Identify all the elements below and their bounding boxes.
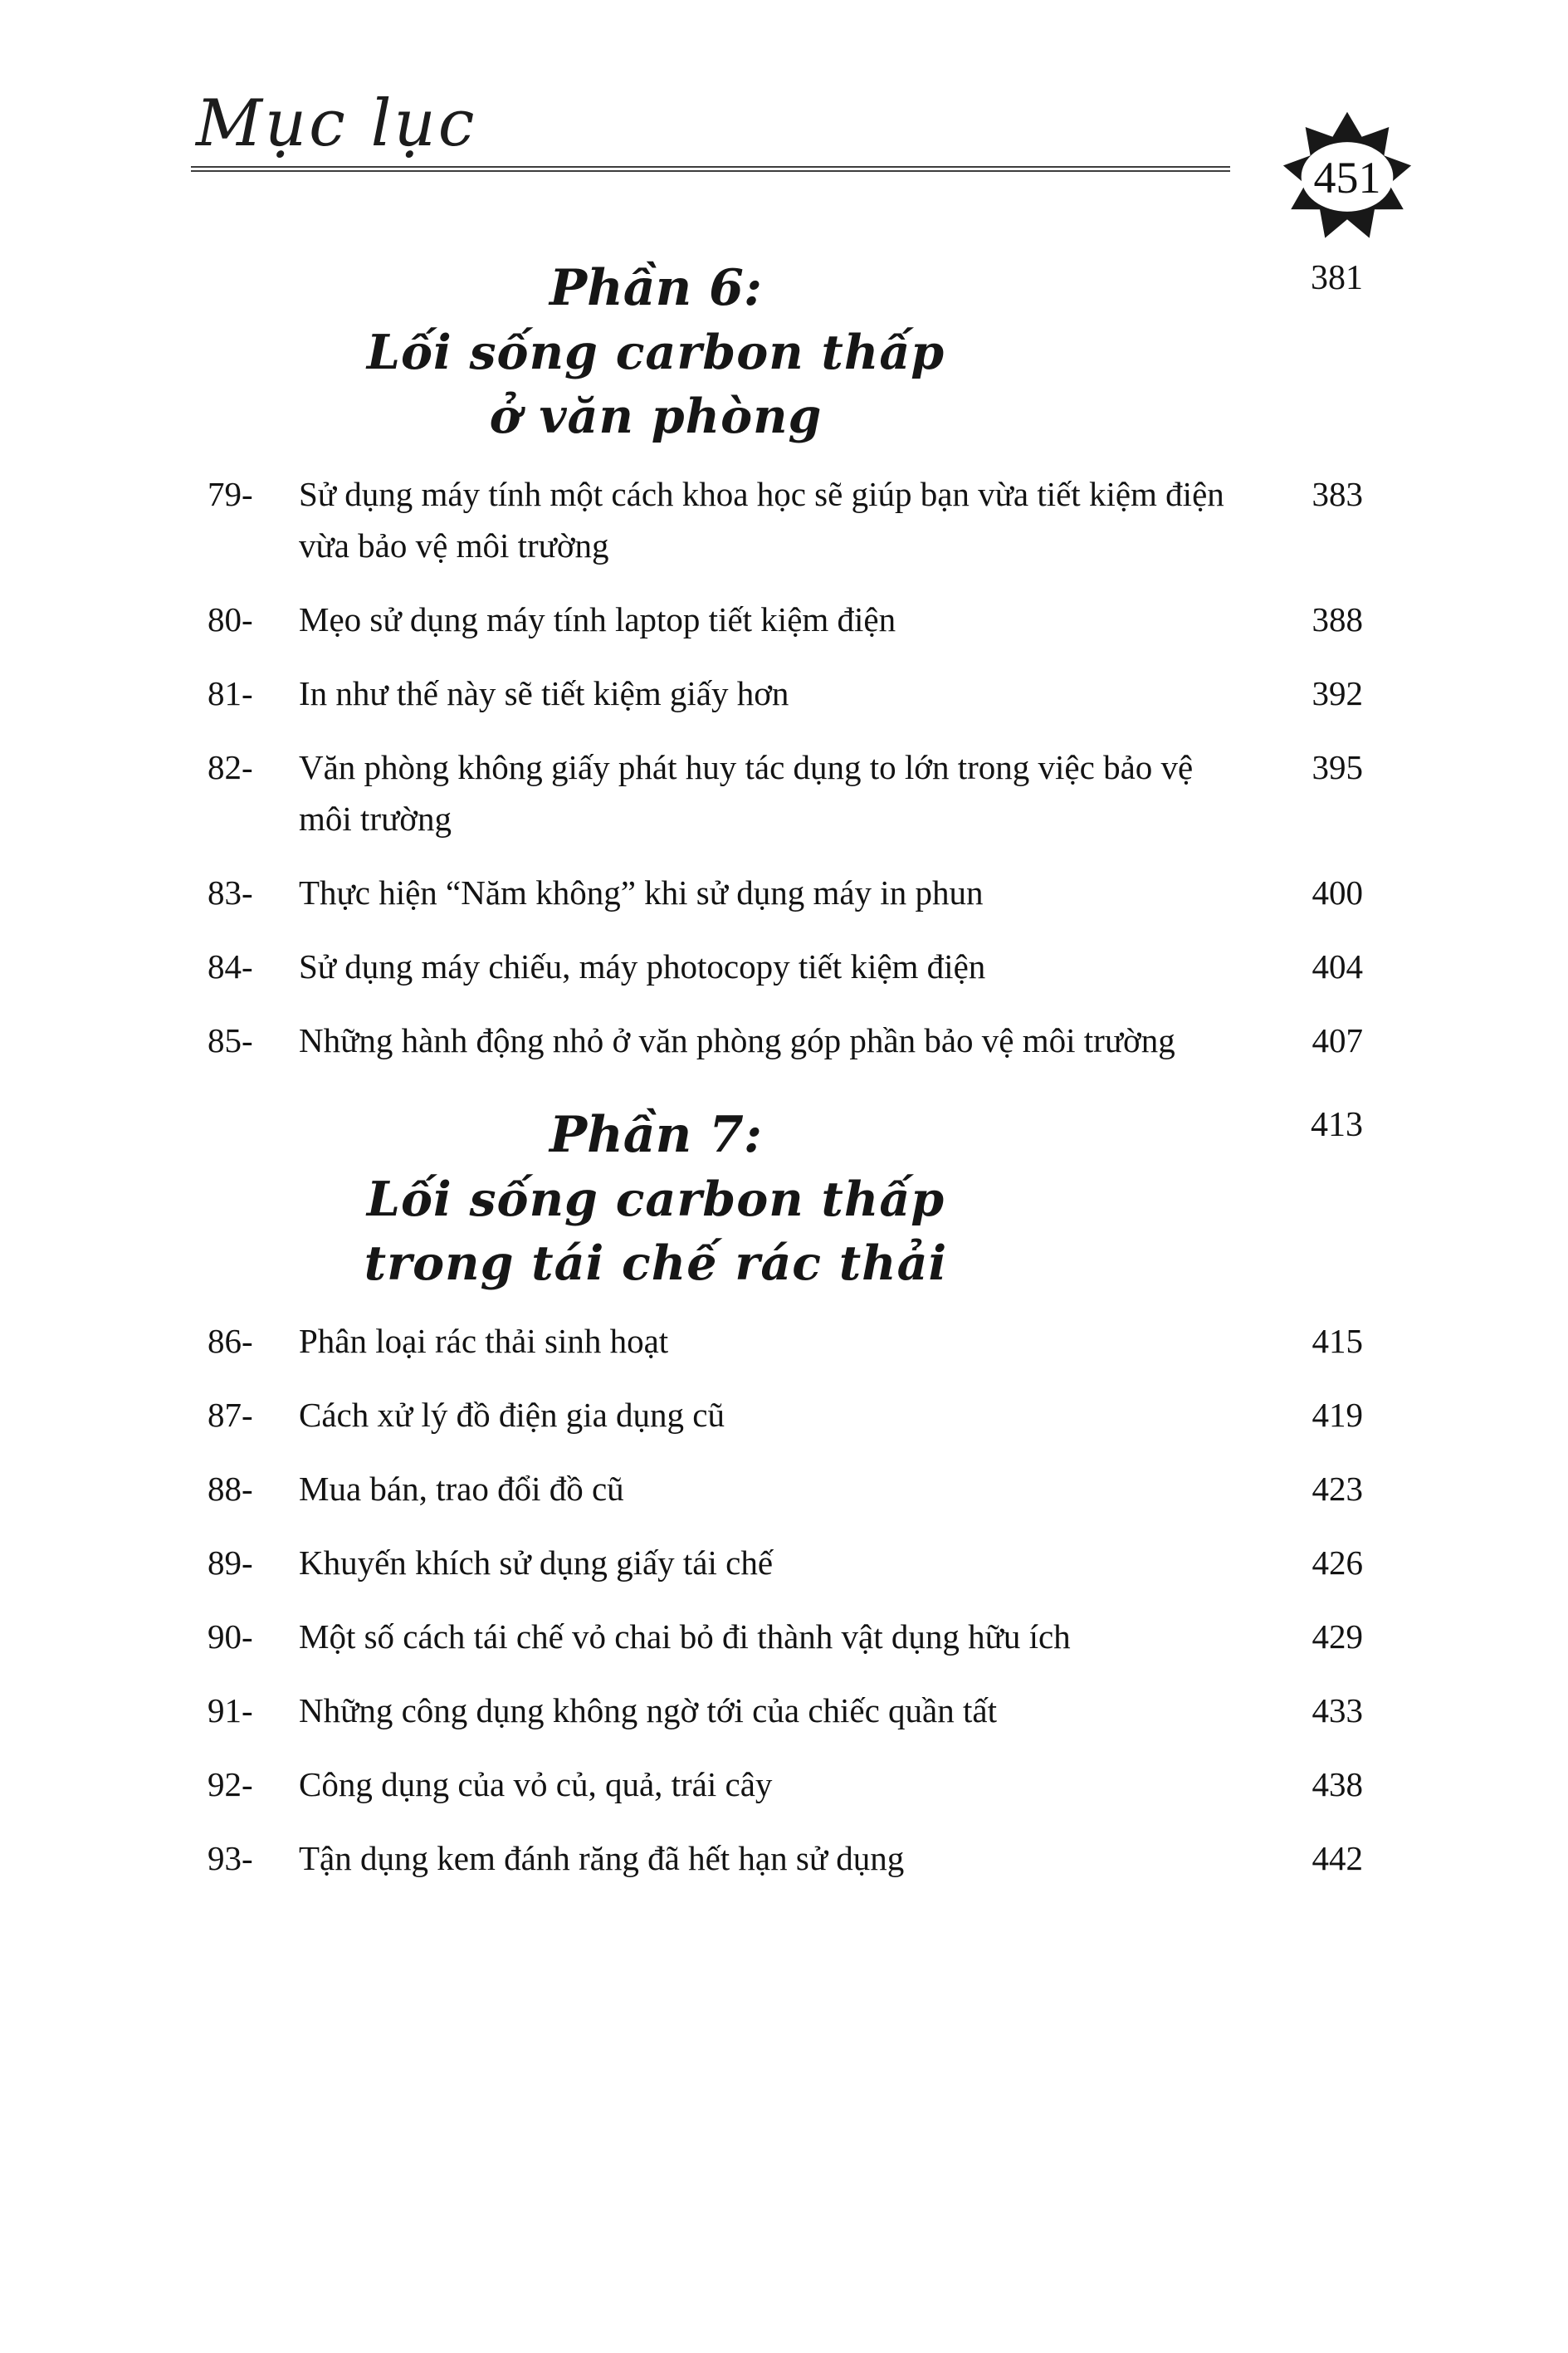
- toc-entry-title: Mua bán, trao đổi đồ cũ: [299, 1470, 624, 1508]
- toc-entry-number: 83-: [208, 873, 253, 912]
- toc-entry-number: 80-: [208, 600, 253, 638]
- header-divider: [191, 166, 1230, 172]
- page-title: Mục lục: [196, 86, 477, 161]
- toc-entry: [208, 594, 1363, 645]
- toc-entry: [208, 1463, 1363, 1514]
- toc-entry-title: Cách xử lý đồ điện gia dụng cũ: [299, 1396, 725, 1434]
- toc-entry-page: 442: [1312, 1839, 1363, 1877]
- toc-entry-title: Một số cách tái chế vỏ chai bỏ đi thành vật dụng hữu ích: [299, 1617, 1071, 1656]
- toc-entry-page: 407: [1312, 1021, 1363, 1059]
- toc-entry-page: 423: [1312, 1470, 1363, 1508]
- toc-entry-number: 91-: [208, 1691, 253, 1729]
- section-part-label: Phần 7:: [549, 1106, 763, 1164]
- toc-entry-number: 89-: [208, 1543, 253, 1582]
- toc-entry-page: 383: [1312, 475, 1363, 513]
- toc-entry-page: 404: [1312, 947, 1363, 986]
- section-title-line: trong tái chế rác thải: [364, 1235, 948, 1291]
- section-title-line: Lối sống carbon thấp: [366, 1172, 945, 1227]
- toc-entry-title: Những công dụng không ngờ tới của chiếc quần tất: [299, 1691, 997, 1729]
- section-heading: [208, 1103, 1363, 1295]
- toc-entry-title: Sử dụng máy tính một cách khoa học sẽ giúp bạn vừa tiết kiệm điện vừa bảo vệ môi trường: [299, 475, 1224, 565]
- section-heading-text: [208, 1103, 1104, 1295]
- toc-entry-page: 400: [1312, 873, 1363, 912]
- toc-entry-number: 85-: [208, 1021, 253, 1059]
- toc-entry: [208, 1389, 1363, 1441]
- toc-entry-title: Sử dụng máy chiếu, máy photocopy tiết kiệm điện: [299, 947, 986, 986]
- toc-entry-number: 88-: [208, 1470, 253, 1508]
- toc-entry: [208, 741, 1363, 844]
- section-heading: [208, 256, 1363, 448]
- toc-entry: [208, 941, 1363, 992]
- toc-entry-title: Mẹo sử dụng máy tính laptop tiết kiệm điện: [299, 600, 896, 638]
- toc-entry-title: Những hành động nhỏ ở văn phòng góp phần bảo vệ môi trường: [299, 1021, 1175, 1059]
- toc-entry: [208, 1685, 1363, 1736]
- table-of-contents: [208, 246, 1363, 1906]
- toc-entry: [208, 668, 1363, 719]
- toc-entry: [208, 1537, 1363, 1588]
- toc-entry-title: Phân loại rác thải sinh hoạt: [299, 1322, 669, 1360]
- toc-entry-number: 84-: [208, 947, 253, 986]
- page-number-text: 451: [1313, 152, 1381, 203]
- toc-section-7: [208, 1103, 1363, 1884]
- toc-entry-page: 395: [1312, 748, 1363, 786]
- section-title-line: Lối sống carbon thấp: [366, 325, 945, 380]
- toc-entry-page: 429: [1312, 1617, 1363, 1656]
- section-heading-text: [208, 256, 1104, 448]
- section-page-number: 413: [1311, 1106, 1363, 1144]
- toc-entry-page: 433: [1312, 1691, 1363, 1729]
- toc-entry-title: Văn phòng không giấy phát huy tác dụng to lớn trong việc bảo vệ môi trường: [299, 748, 1194, 838]
- toc-entry-number: 86-: [208, 1322, 253, 1360]
- toc-entry-title: In như thế này sẽ tiết kiệm giấy hơn: [299, 674, 789, 712]
- toc-entry-number: 79-: [208, 475, 253, 513]
- toc-entry: [208, 1315, 1363, 1367]
- toc-entry-page: 419: [1312, 1396, 1363, 1434]
- toc-entry-number: 90-: [208, 1617, 253, 1656]
- toc-entry: [208, 867, 1363, 918]
- toc-entry-number: 93-: [208, 1839, 253, 1877]
- toc-entry: [208, 1015, 1363, 1066]
- starburst-icon: [1280, 110, 1414, 244]
- toc-entry-page: 415: [1312, 1322, 1363, 1360]
- toc-entry: [208, 1759, 1363, 1810]
- toc-entry: [208, 468, 1363, 571]
- toc-entry-number: 82-: [208, 748, 253, 786]
- toc-section-6: [208, 256, 1363, 1066]
- toc-entry-number: 92-: [208, 1765, 253, 1803]
- toc-entry-page: 392: [1312, 674, 1363, 712]
- section-part-label: Phần 6:: [549, 259, 763, 317]
- toc-entry-number: 87-: [208, 1396, 253, 1434]
- toc-entry-title: Thực hiện “Năm không” khi sử dụng máy in phun: [299, 873, 984, 912]
- toc-entry-number: 81-: [208, 674, 253, 712]
- toc-entry-page: 438: [1312, 1765, 1363, 1803]
- toc-entry-title: Khuyến khích sử dụng giấy tái chế: [299, 1543, 774, 1582]
- section-title-line: ở văn phòng: [489, 389, 823, 444]
- toc-entry: [208, 1832, 1363, 1884]
- page-number-badge: [1280, 110, 1414, 244]
- section-page-number: 381: [1311, 259, 1363, 297]
- toc-entry-title: Công dụng của vỏ củ, quả, trái cây: [299, 1765, 773, 1803]
- toc-entry-title: Tận dụng kem đánh răng đã hết hạn sử dụng: [299, 1839, 905, 1877]
- toc-entry: [208, 1611, 1363, 1662]
- toc-entry-page: 388: [1312, 600, 1363, 638]
- toc-entry-page: 426: [1312, 1543, 1363, 1582]
